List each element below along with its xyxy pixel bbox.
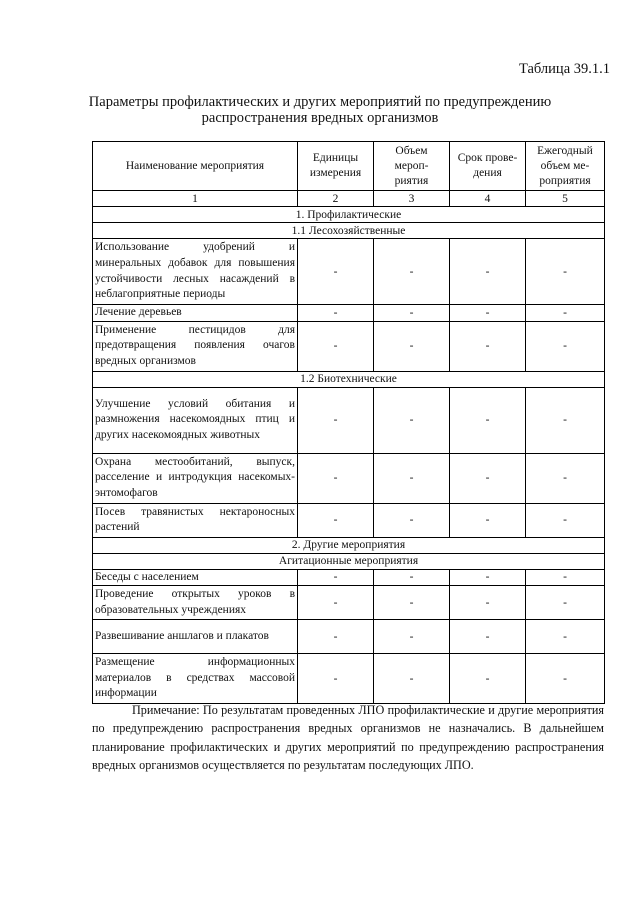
measure-value: - [298, 569, 374, 586]
measure-value: - [298, 321, 374, 371]
table-row [93, 305, 605, 322]
table-row [93, 586, 605, 620]
measure-name: Улучшение условий обитания и размножения насекомоядных птиц и других насекомоядных животных [93, 387, 298, 453]
measure-value: - [374, 503, 450, 537]
table-row [93, 387, 605, 453]
measure-value: - [450, 321, 526, 371]
subsection-heading-row [93, 371, 605, 387]
table-row [93, 569, 605, 586]
section-heading-row [93, 537, 605, 553]
table-label: Таблица 39.1.1 [518, 61, 610, 77]
measure-value: - [374, 654, 450, 704]
measure-value: - [450, 569, 526, 586]
section-heading: 1. Профилактические [93, 207, 605, 223]
measure-value: - [526, 387, 605, 453]
measure-value: - [298, 654, 374, 704]
column-number: 1 [93, 191, 298, 207]
header-cell [374, 142, 450, 191]
measure-value: - [526, 620, 605, 654]
measure-name: Применение пестицидов для предотвращения появления очагов вредных организмов [93, 321, 298, 371]
measure-name: Беседы с населением [93, 569, 298, 586]
column-number: 4 [450, 191, 526, 207]
measure-value: - [374, 305, 450, 322]
measure-value: - [298, 305, 374, 322]
header-display: Единицы измерения [309, 152, 362, 179]
table-row [93, 321, 605, 371]
measure-value: - [374, 620, 450, 654]
measure-value: - [526, 305, 605, 322]
measure-value: - [374, 239, 450, 305]
measure-value: - [526, 239, 605, 305]
header-cell: Наименование мероприятия [93, 142, 298, 191]
subsection-heading: 1.1 Лесохозяйственные [93, 223, 605, 239]
measure-value: - [374, 586, 450, 620]
header-display: Объем мероп- риятия [394, 144, 429, 187]
table-row [93, 239, 605, 305]
subsection-heading-row [93, 553, 605, 569]
measure-value: - [298, 586, 374, 620]
measure-name: Охрана местообитаний, выпуск, расселение и интродукция насекомых-энтомофагов [93, 453, 298, 503]
measure-name: Размещение информационных материалов в средствах массовой информации [93, 654, 298, 704]
measure-value: - [374, 387, 450, 453]
table-row [93, 503, 605, 537]
measure-value: - [526, 453, 605, 503]
measure-value: - [374, 321, 450, 371]
measure-value: - [298, 620, 374, 654]
measure-value: - [298, 387, 374, 453]
measure-value: - [374, 569, 450, 586]
measure-value: - [450, 453, 526, 503]
measure-name: Посев травянистых нектароносных растений [93, 503, 298, 537]
measure-value: - [526, 321, 605, 371]
measure-value: - [450, 503, 526, 537]
measure-value: - [450, 387, 526, 453]
measure-name: Развешивание аншлагов и плакатов [93, 620, 298, 654]
header-display: Срок прове- дения [457, 152, 518, 179]
measure-value: - [450, 305, 526, 322]
measure-value: - [526, 569, 605, 586]
column-number: 3 [374, 191, 450, 207]
header-row [93, 142, 605, 191]
document-title: Параметры профилактических и других мероприятий по предупреждению распространения вредных организмов [88, 94, 552, 126]
header-display: Ежегодный объем ме- роприятия [537, 144, 593, 187]
header-cell [526, 142, 605, 191]
subsection-heading: Агитационные мероприятия [93, 553, 605, 569]
measure-value: - [298, 239, 374, 305]
subsection-heading: 1.2 Биотехнические [93, 371, 605, 387]
measures-table [92, 141, 605, 704]
table-row [93, 654, 605, 704]
table-row [93, 620, 605, 654]
measure-value: - [450, 239, 526, 305]
measure-value: - [450, 620, 526, 654]
column-number: 5 [526, 191, 605, 207]
measure-value: - [526, 503, 605, 537]
header-cell [298, 142, 374, 191]
measure-value: - [298, 453, 374, 503]
measure-name: Проведение открытых уроков в образовательных учреждениях [93, 586, 298, 620]
measure-name: Использование удобрений и минеральных добавок для повышения устойчивости лесных насаждений в неблагоприятные периоды [93, 239, 298, 305]
header-cell [450, 142, 526, 191]
section-heading: 2. Другие мероприятия [93, 537, 605, 553]
section-heading-row [93, 207, 605, 223]
subsection-heading-row [93, 223, 605, 239]
column-number: 2 [298, 191, 374, 207]
table-row [93, 453, 605, 503]
measure-value: - [526, 586, 605, 620]
measure-name: Лечение деревьев [93, 305, 298, 322]
measure-value: - [450, 654, 526, 704]
measure-value: - [450, 586, 526, 620]
measure-value: - [298, 503, 374, 537]
measure-value: - [526, 654, 605, 704]
column-number-row [93, 191, 605, 207]
note-paragraph: Примечание: По результатам проведенных ЛПО профилактические и другие мероприятия по предупреждению распространения вредных организмов не назначались. В дальнейшем планирование профилактических и других мероприятий по предупреждению распространения вредных организмов осуществляется по результатам последующих ЛПО. [92, 703, 604, 773]
measure-value: - [374, 453, 450, 503]
